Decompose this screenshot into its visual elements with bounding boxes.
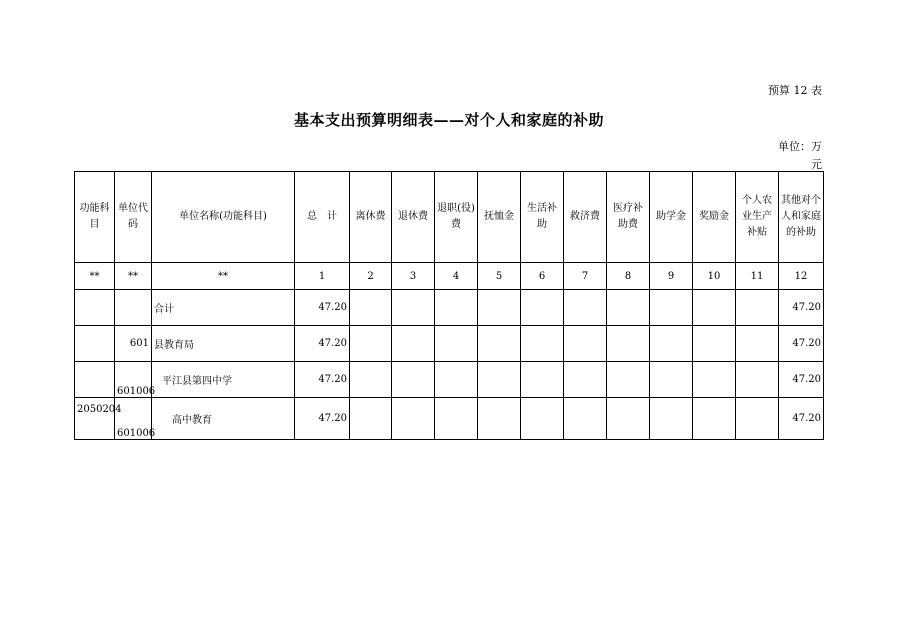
total-cell: 47.20 xyxy=(295,290,350,326)
unit-code-cell: 601 xyxy=(115,326,152,362)
header-cell: 总 计 xyxy=(295,172,350,263)
index-cell: ** xyxy=(152,263,295,290)
header-cell: 退休费 xyxy=(392,172,435,263)
other-subsidy-cell: 47.20 xyxy=(779,290,824,326)
header-cell: 医疗补助费 xyxy=(607,172,650,263)
total-cell: 47.20 xyxy=(295,398,350,440)
header-cell: 单位名称(功能科目) xyxy=(152,172,295,263)
unit-name-cell: 高中教育 xyxy=(152,398,295,440)
header-cell: 单位代码 xyxy=(115,172,152,263)
unit-label xyxy=(772,138,822,174)
func-code-cell xyxy=(75,290,115,326)
index-row xyxy=(75,263,824,290)
table-row xyxy=(75,290,824,326)
header-cell: 离休费 xyxy=(350,172,392,263)
unit-name-cell: 合计 xyxy=(152,290,295,326)
total-cell: 47.20 xyxy=(295,362,350,398)
other-subsidy-cell: 47.20 xyxy=(779,398,824,440)
unit-label-line1: 单位：万 xyxy=(778,140,822,153)
other-subsidy-cell: 47.20 xyxy=(779,362,824,398)
header-cell: 其他对个人和家庭的补助 xyxy=(779,172,824,263)
index-cell: 10 xyxy=(693,263,736,290)
index-cell: 3 xyxy=(392,263,435,290)
index-cell: 11 xyxy=(736,263,779,290)
index-cell: 2 xyxy=(350,263,392,290)
header-cell: 抚恤金 xyxy=(478,172,521,263)
unit-code-cell xyxy=(115,290,152,326)
index-cell: 8 xyxy=(607,263,650,290)
header-cell: 助学金 xyxy=(650,172,693,263)
header-cell: 生活补助 xyxy=(521,172,564,263)
index-cell: 5 xyxy=(478,263,521,290)
index-cell: 6 xyxy=(521,263,564,290)
header-cell: 救济费 xyxy=(564,172,607,263)
index-cell: ** xyxy=(115,263,152,290)
table-row xyxy=(75,362,824,398)
index-cell: 1 xyxy=(295,263,350,290)
page-title: 基本支出预算明细表——对个人和家庭的补助 xyxy=(293,111,604,129)
header-cell: 退职(役)费 xyxy=(435,172,478,263)
unit-name-cell: 县教育局 xyxy=(152,326,295,362)
func-code-cell: 2050204 xyxy=(75,398,115,440)
index-cell: 4 xyxy=(435,263,478,290)
unit-code-cell: 601006 xyxy=(115,398,152,440)
unit-name-cell: 平江县第四中学 xyxy=(152,362,295,398)
index-cell: 9 xyxy=(650,263,693,290)
total-cell: 47.20 xyxy=(295,326,350,362)
other-subsidy-cell: 47.20 xyxy=(779,326,824,362)
form-number: 预算 12 表 xyxy=(768,84,822,97)
header-cell: 个人农业生产补贴 xyxy=(736,172,779,263)
func-code-cell xyxy=(75,362,115,398)
func-code-cell xyxy=(75,326,115,362)
header-cell: 功能科目 xyxy=(75,172,115,263)
table-row xyxy=(75,326,824,362)
index-cell: 12 xyxy=(779,263,824,290)
budget-table xyxy=(74,171,824,440)
header-cell: 奖励金 xyxy=(693,172,736,263)
index-cell: ** xyxy=(75,263,115,290)
table-row xyxy=(75,398,824,440)
unit-code-cell: 601006 xyxy=(115,362,152,398)
unit-label-line2: 元 xyxy=(811,158,822,171)
header-row xyxy=(75,172,824,263)
index-cell: 7 xyxy=(564,263,607,290)
